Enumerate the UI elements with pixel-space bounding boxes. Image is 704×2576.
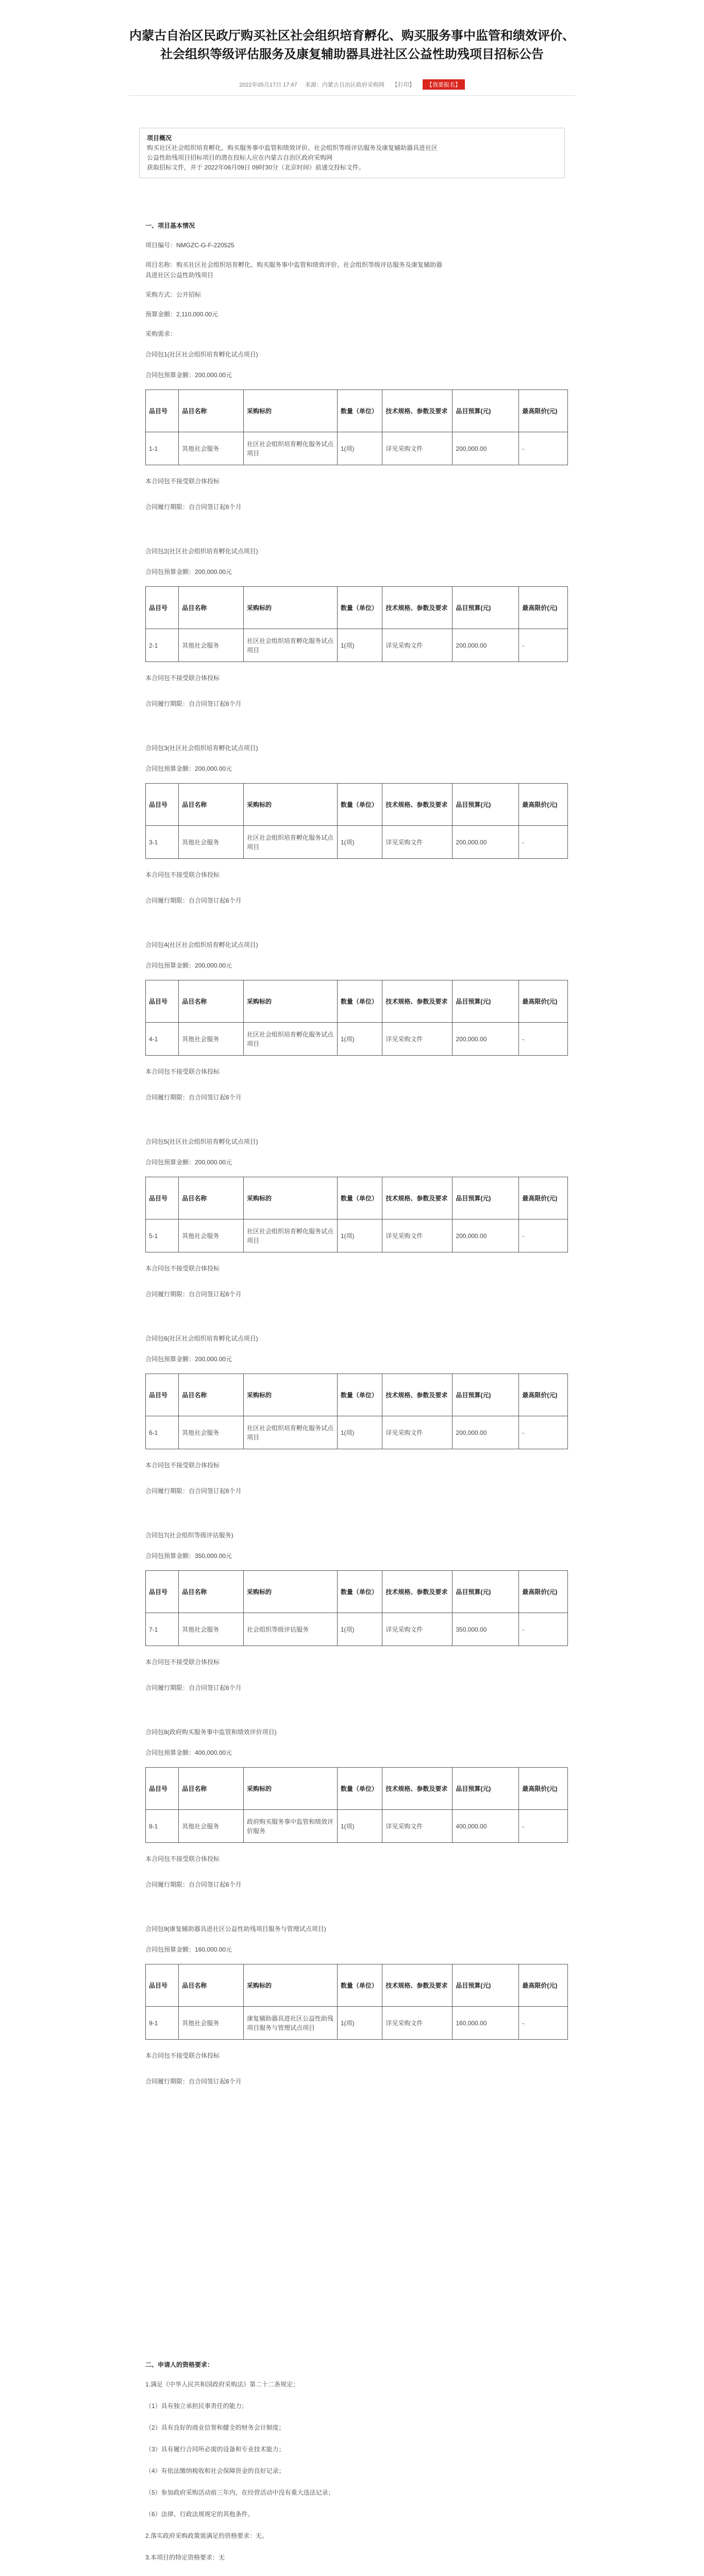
contract-package-title: 合同包9(康复辅助器具进社区公益性助残项目服务与管理试点项目) (145, 1925, 326, 1933)
cell-qty: 1(项) (337, 2007, 382, 2040)
contract-package-title: 合同包2(社区社会组织培育孵化试点项目) (145, 548, 258, 555)
contract-package-title: 合同包3(社区社会组织培育孵化试点项目) (145, 744, 258, 752)
table-row (146, 826, 568, 859)
meta-bar (88, 79, 616, 90)
notice-heading: 项目概况 (147, 134, 172, 142)
column-header-max: 品目预算(元) (452, 784, 519, 826)
cell-no: 8-1 (146, 1810, 179, 1843)
column-header-target: 采购标的 (244, 980, 338, 1023)
column-header-unit: 最高限价(元) (519, 587, 568, 629)
column-header-item: 品目名称 (179, 390, 244, 432)
cell-no: 4-1 (146, 1023, 179, 1056)
table-row (146, 1023, 568, 1056)
cell-max: 200,000.00 (452, 1219, 519, 1252)
qualification-3: 3.本项目的特定资格要求：无 (145, 2554, 225, 2561)
not-joint-note: 本合同包不接受联合体投标 (145, 1658, 220, 1666)
cell-qty: 1(项) (337, 826, 382, 859)
column-header-unit: 最高限价(元) (519, 980, 568, 1023)
cell-target: 社区社会组织培育孵化服务试点项目 (244, 826, 338, 859)
cell-qty: 1(项) (337, 629, 382, 662)
cell-target: 社区社会组织培育孵化服务试点项目 (244, 1219, 338, 1252)
cell-target: 康复辅助器具进社区公益性助残项目服务与管理试点项目 (244, 2007, 338, 2040)
column-header-spec: 技术规格、参数及要求 (382, 784, 452, 826)
column-header-unit: 最高限价(元) (519, 1177, 568, 1219)
table-header-row (146, 1374, 568, 1416)
column-header-spec: 技术规格、参数及要求 (382, 1964, 452, 2007)
package-table (145, 783, 568, 859)
cell-spec: 详见采购文件 (382, 1023, 452, 1056)
column-header-max: 品目预算(元) (452, 1177, 519, 1219)
contract-term: 合同履行期限：自合同签订起6个月 (145, 700, 242, 707)
column-header-max: 品目预算(元) (452, 1964, 519, 2007)
table-header-row (146, 587, 568, 629)
column-header-qty: 数量（单位） (337, 1571, 382, 1613)
cell-qty: 1(项) (337, 1023, 382, 1056)
cell-target: 社区社会组织培育孵化服务试点项目 (244, 1416, 338, 1449)
contract-term: 合同履行期限：自合同签订起6个月 (145, 1094, 242, 1101)
contract-term: 合同履行期限：自合同签订起6个月 (145, 2078, 242, 2085)
column-header-unit: 最高限价(元) (519, 1964, 568, 2007)
cell-unit: - (519, 629, 568, 662)
column-header-target: 采购标的 (244, 1374, 338, 1416)
column-header-spec: 技术规格、参数及要求 (382, 980, 452, 1023)
qualification-1-3: （3）具有履行合同所必需的设备和专业技术能力； (145, 2446, 285, 2453)
table-header-row (146, 1964, 568, 2007)
column-header-unit: 最高限价(元) (519, 1571, 568, 1613)
contract-package-budget: 合同包预算金额：160,000.00元 (145, 1946, 232, 1953)
header (88, 27, 616, 90)
table-header-row (146, 390, 568, 432)
contract-package-title: 合同包1(社区社会组织培育孵化试点项目) (145, 351, 258, 358)
page-title-line-1: 内蒙古自治区民政厅购买社区社会组织培育孵化、购买服务事中监管和绩效评价、 (129, 29, 575, 43)
package-table (145, 1570, 568, 1646)
not-joint-note: 本合同包不接受联合体投标 (145, 674, 220, 682)
column-header-qty: 数量（单位） (337, 980, 382, 1023)
column-header-max: 品目预算(元) (452, 1571, 519, 1613)
cell-spec: 详见采购文件 (382, 629, 452, 662)
column-header-qty: 数量（单位） (337, 784, 382, 826)
column-header-qty: 数量（单位） (337, 1768, 382, 1810)
package-table (145, 586, 568, 662)
cell-spec: 详见采购文件 (382, 826, 452, 859)
qualification-2: 2.落实政府采购政策需满足的资格要求：无。 (145, 2532, 269, 2539)
table-row (146, 1613, 568, 1646)
table-row (146, 2007, 568, 2040)
not-joint-note: 本合同包不接受联合体投标 (145, 478, 220, 485)
column-header-unit: 最高限价(元) (519, 1768, 568, 1810)
cell-max: 160,000.00 (452, 2007, 519, 2040)
column-header-item: 品目名称 (179, 1768, 244, 1810)
qualification-1: 1.满足《中华人民共和国政府采购法》第二十二条规定； (145, 2381, 299, 2388)
column-header-spec: 技术规格、参数及要求 (382, 1177, 452, 1219)
cell-no: 6-1 (146, 1416, 179, 1449)
table-row (146, 432, 568, 465)
contract-package-budget: 合同包预算金额：200,000.00元 (145, 962, 232, 969)
publish-date: 2022年05月17日 17:47 (239, 82, 297, 88)
column-header-qty: 数量（单位） (337, 390, 382, 432)
column-header-qty: 数量（单位） (337, 1964, 382, 2007)
column-header-no: 品目号 (146, 784, 179, 826)
not-joint-note: 本合同包不接受联合体投标 (145, 1265, 220, 1272)
not-joint-note: 本合同包不接受联合体投标 (145, 871, 220, 878)
qualification-1-5: （5）参加政府采购活动前三年内，在经营活动中没有重大违法记录； (145, 2489, 334, 2496)
not-joint-note: 本合同包不接受联合体投标 (145, 1855, 220, 1862)
divider (129, 95, 575, 96)
column-header-spec: 技术规格、参数及要求 (382, 1571, 452, 1613)
cell-spec: 详见采购文件 (382, 2007, 452, 2040)
column-header-target: 采购标的 (244, 1177, 338, 1219)
table-row (146, 629, 568, 662)
cell-max: 200,000.00 (452, 432, 519, 465)
cell-unit: - (519, 1810, 568, 1843)
cell-target: 社会组织等级评估服务 (244, 1613, 338, 1646)
contract-package-title: 合同包8(政府购买服务事中监管和绩效评价项目) (145, 1728, 277, 1736)
cell-target: 社区社会组织培育孵化服务试点项目 (244, 1023, 338, 1056)
column-header-no: 品目号 (146, 1571, 179, 1613)
cell-item: 其他社会服务 (179, 826, 244, 859)
cell-qty: 1(项) (337, 1219, 382, 1252)
signup-button[interactable]: 【我要报名】 (423, 79, 465, 90)
budget-amount: 预算金额：2,110,000.00元 (145, 311, 219, 318)
cell-target: 政府购买服务事中监管和绩效评价服务 (244, 1810, 338, 1843)
column-header-item: 品目名称 (179, 784, 244, 826)
column-header-item: 品目名称 (179, 1177, 244, 1219)
cell-item: 其他社会服务 (179, 1613, 244, 1646)
cell-target: 社区社会组织培育孵化服务试点项目 (244, 629, 338, 662)
print-link[interactable]: 【打印】 (392, 82, 415, 88)
column-header-max: 品目预算(元) (452, 980, 519, 1023)
cell-no: 2-1 (146, 629, 179, 662)
column-header-target: 采购标的 (244, 784, 338, 826)
table-row (146, 1810, 568, 1843)
cell-no: 3-1 (146, 826, 179, 859)
cell-qty: 1(项) (337, 1416, 382, 1449)
notice-line-3: 获取招标文件，并于 2022年06月09日 09时30分（北京时间）前递交投标文件。 (147, 164, 365, 171)
column-header-unit: 最高限价(元) (519, 390, 568, 432)
cell-item: 其他社会服务 (179, 1219, 244, 1252)
cell-qty: 1(项) (337, 432, 382, 465)
cell-max: 200,000.00 (452, 629, 519, 662)
column-header-max: 品目预算(元) (452, 587, 519, 629)
table-header-row (146, 1571, 568, 1613)
column-header-no: 品目号 (146, 587, 179, 629)
column-header-target: 采购标的 (244, 587, 338, 629)
cell-item: 其他社会服务 (179, 1416, 244, 1449)
package-table (145, 1964, 568, 2040)
project-name-1: 项目名称：购买社区社会组织培育孵化、购买服务事中监管和绩效评价、社会组织等级评估服务及康复辅助器 (145, 261, 443, 268)
requirement-label: 采购需求： (145, 330, 177, 337)
cell-spec: 详见采购文件 (382, 1219, 452, 1252)
table-header-row (146, 1768, 568, 1810)
qualification-1-1: （1）具有独立承担民事责任的能力； (145, 2402, 248, 2410)
table-row (146, 1219, 568, 1252)
column-header-unit: 最高限价(元) (519, 1374, 568, 1416)
cell-max: 200,000.00 (452, 1416, 519, 1449)
cell-unit: - (519, 1219, 568, 1252)
package-table (145, 1767, 568, 1843)
contract-package-budget: 合同包预算金额：200,000.00元 (145, 765, 232, 772)
contract-package-budget: 合同包预算金额：200,000.00元 (145, 1159, 232, 1166)
cell-no: 7-1 (146, 1613, 179, 1646)
not-joint-note: 本合同包不接受联合体投标 (145, 1068, 220, 1075)
cell-no: 1-1 (146, 432, 179, 465)
cell-item: 其他社会服务 (179, 1810, 244, 1843)
qualification-1-6: （6）法律、行政法规规定的其他条件。 (145, 2511, 254, 2518)
section-1-heading: 一、项目基本情况 (145, 222, 195, 229)
contract-term: 合同履行期限：自合同签订起6个月 (145, 1487, 242, 1495)
column-header-item: 品目名称 (179, 587, 244, 629)
source: 来源：内蒙古自治区政府采购网 (305, 82, 384, 88)
cell-spec: 详见采购文件 (382, 432, 452, 465)
column-header-item: 品目名称 (179, 980, 244, 1023)
cell-unit: - (519, 826, 568, 859)
column-header-no: 品目号 (146, 1374, 179, 1416)
contract-term: 合同履行期限：自合同签订起6个月 (145, 897, 242, 904)
column-header-target: 采购标的 (244, 1571, 338, 1613)
column-header-spec: 技术规格、参数及要求 (382, 587, 452, 629)
contract-package-title: 合同包7(社会组织等级评估服务) (145, 1532, 233, 1539)
column-header-target: 采购标的 (244, 1768, 338, 1810)
column-header-item: 品目名称 (179, 1964, 244, 2007)
page-title-line-2: 社会组织等级评估服务及康复辅助器具进社区公益性助残项目招标公告 (160, 47, 544, 61)
column-header-item: 品目名称 (179, 1571, 244, 1613)
table-header-row (146, 784, 568, 826)
cell-unit: - (519, 1023, 568, 1056)
cell-spec: 详见采购文件 (382, 1613, 452, 1646)
qualification-1-2: （2）具有良好的商业信誉和健全的财务会计制度； (145, 2424, 285, 2431)
column-header-target: 采购标的 (244, 1964, 338, 2007)
cell-no: 5-1 (146, 1219, 179, 1252)
package-table (145, 1177, 568, 1252)
cell-max: 350,000.00 (452, 1613, 519, 1646)
cell-spec: 详见采购文件 (382, 1416, 452, 1449)
cell-item: 其他社会服务 (179, 2007, 244, 2040)
contract-package-title: 合同包6(社区社会组织培育孵化试点项目) (145, 1335, 258, 1342)
contract-package-title: 合同包5(社区社会组织培育孵化试点项目) (145, 1138, 258, 1145)
column-header-no: 品目号 (146, 1768, 179, 1810)
contract-term: 合同履行期限：自合同签订起6个月 (145, 1291, 242, 1298)
column-header-qty: 数量（单位） (337, 1177, 382, 1219)
column-header-max: 品目预算(元) (452, 1374, 519, 1416)
column-header-qty: 数量（单位） (337, 587, 382, 629)
section-2-heading: 二、申请人的资格要求： (145, 2361, 214, 2368)
cell-qty: 1(项) (337, 1810, 382, 1843)
contract-term: 合同履行期限：自合同签订起6个月 (145, 1684, 242, 1691)
procurement-method: 采购方式：公开招标 (145, 291, 202, 298)
column-header-max: 品目预算(元) (452, 390, 519, 432)
contract-term: 合同履行期限：自合同签订起6个月 (145, 503, 242, 511)
cell-item: 其他社会服务 (179, 629, 244, 662)
cell-unit: - (519, 1416, 568, 1449)
not-joint-note: 本合同包不接受联合体投标 (145, 1462, 220, 1469)
column-header-item: 品目名称 (179, 1374, 244, 1416)
notice-box (139, 128, 565, 178)
column-header-max: 品目预算(元) (452, 1768, 519, 1810)
column-header-no: 品目号 (146, 1177, 179, 1219)
contract-package-budget: 合同包预算金额：200,000.00元 (145, 1355, 232, 1363)
table-header-row (146, 980, 568, 1023)
contract-package-budget: 合同包预算金额：200,000.00元 (145, 568, 232, 575)
package-table (145, 980, 568, 1056)
qualification-1-4: （4）有依法缴纳税收和社会保障资金的良好记录； (145, 2467, 285, 2475)
cell-unit: - (519, 2007, 568, 2040)
cell-no: 9-1 (146, 2007, 179, 2040)
cell-spec: 详见采购文件 (382, 1810, 452, 1843)
not-joint-note: 本合同包不接受联合体投标 (145, 2052, 220, 2059)
column-header-spec: 技术规格、参数及要求 (382, 1768, 452, 1810)
column-header-no: 品目号 (146, 1964, 179, 2007)
column-header-spec: 技术规格、参数及要求 (382, 390, 452, 432)
column-header-unit: 最高限价(元) (519, 784, 568, 826)
contract-package-budget: 合同包预算金额：400,000.00元 (145, 1749, 232, 1756)
contract-package-budget: 合同包预算金额：200,000.00元 (145, 371, 232, 379)
cell-max: 200,000.00 (452, 826, 519, 859)
column-header-no: 品目号 (146, 390, 179, 432)
project-number: 项目编号：NMGZC-G-F-220525 (145, 242, 234, 249)
package-table (145, 389, 568, 465)
cell-target: 社区社会组织培育孵化服务试点项目 (244, 432, 338, 465)
notice-line-2: 公益性助残项目招标项目的潜在投标人应在内蒙古自治区政府采购网 (147, 154, 333, 161)
cell-qty: 1(项) (337, 1613, 382, 1646)
cell-item: 其他社会服务 (179, 432, 244, 465)
cell-item: 其他社会服务 (179, 1023, 244, 1056)
cell-max: 400,000.00 (452, 1810, 519, 1843)
notice-line-1: 购买社区社会组织培育孵化、购买服务事中监管和绩效评价、社会组织等级评估服务及康复辅助器具进社区 (147, 144, 438, 151)
column-header-spec: 技术规格、参数及要求 (382, 1374, 452, 1416)
cell-unit: - (519, 432, 568, 465)
table-row (146, 1416, 568, 1449)
contract-package-title: 合同包4(社区社会组织培育孵化试点项目) (145, 941, 258, 948)
project-name-2: 具进社区公益性助残项目 (145, 272, 214, 279)
contract-term: 合同履行期限：自合同签订起6个月 (145, 1881, 242, 1888)
package-table (145, 1374, 568, 1449)
column-header-target: 采购标的 (244, 390, 338, 432)
cell-unit: - (519, 1613, 568, 1646)
table-header-row (146, 1177, 568, 1219)
column-header-qty: 数量（单位） (337, 1374, 382, 1416)
contract-package-budget: 合同包预算金额：350,000.00元 (145, 1552, 232, 1560)
column-header-no: 品目号 (146, 980, 179, 1023)
cell-max: 200,000.00 (452, 1023, 519, 1056)
